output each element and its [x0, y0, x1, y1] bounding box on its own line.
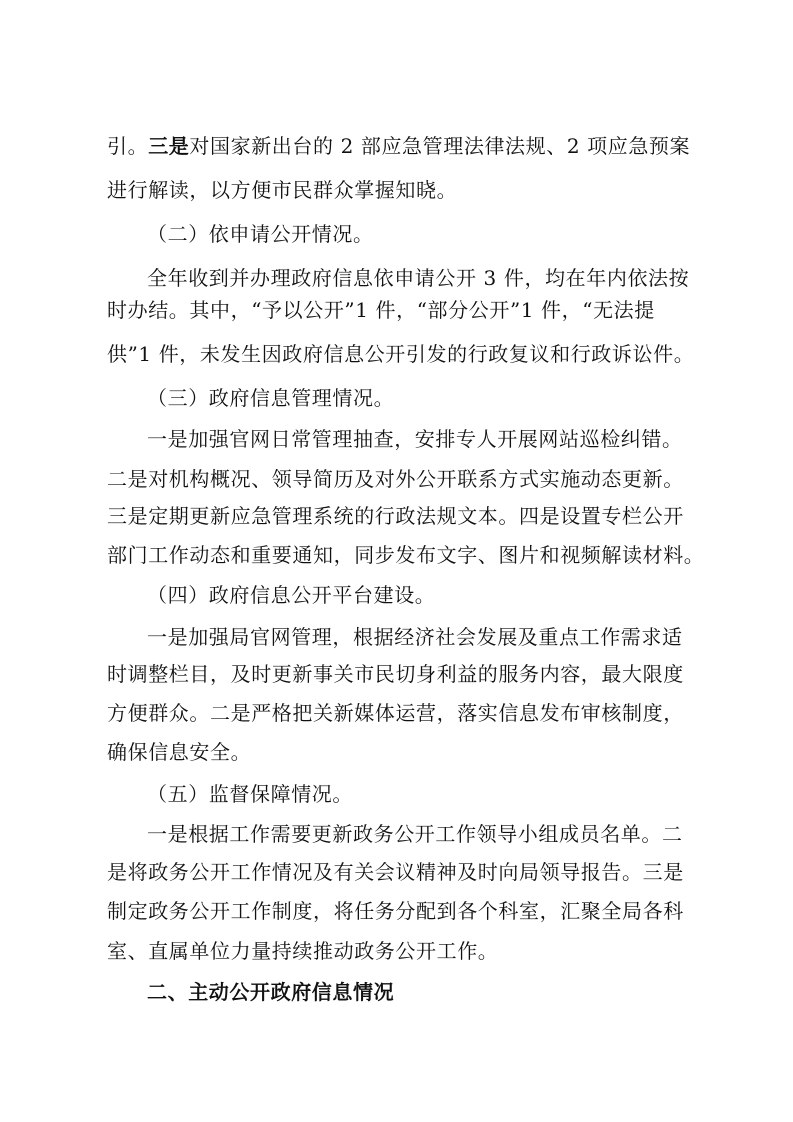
- paragraph-line: 方便群众。二是严格把关新媒体运营，落实信息发布审核制度，: [107, 701, 684, 725]
- paragraph-line: 一是根据工作需要更新政务公开工作领导小组成员名单。二: [147, 822, 683, 846]
- chapter-heading: 二、主动公开政府信息情况: [147, 980, 395, 1004]
- paragraph-line: 进行解读，以方便市民群众掌握知晓。: [107, 178, 458, 202]
- paragraph-line: 二是对机构概况、领导简历及对外公开联系方式实施动态更新。: [107, 467, 684, 491]
- section-heading: （五）监督保障情况。: [147, 782, 353, 806]
- text-fragment: 引。: [107, 134, 149, 158]
- paragraph-line: 确保信息安全。: [107, 740, 252, 764]
- section-heading: （二）依申请公开情况。: [147, 222, 374, 246]
- paragraph-line: 一是加强官网日常管理抽查，安排专人开展网站巡检纠错。: [147, 427, 683, 451]
- paragraph-line: 供”1 件，未发生因政府信息公开引发的行政复议和行政诉讼件。: [107, 342, 695, 366]
- paragraph-line: 室、直属单位力量持续推动政务公开工作。: [107, 939, 499, 963]
- section-heading: （三）政府信息管理情况。: [147, 386, 395, 410]
- paragraph-line: 时调整栏目，及时更新事关市民切身利益的服务内容，最大限度: [107, 662, 684, 686]
- paragraph-line: [107, 132, 707, 160]
- text-fragment: 对国家新出台的 2 部应急管理法律法规、2 项应急预案: [189, 134, 691, 158]
- paragraph-line: 部门工作动态和重要通知，同步发布文字、图片和视频解读材料。: [107, 543, 705, 567]
- paragraph-line: 一是加强局官网管理，根据经济社会发展及重点工作需求适: [147, 625, 683, 649]
- paragraph-line: 全年收到并办理政府信息依申请公开 3 件，均在年内依法按: [147, 266, 690, 290]
- section-heading: （四）政府信息公开平台建设。: [147, 583, 436, 607]
- paragraph-line: 时办结。其中，“予以公开”1 件，“部分公开”1 件，“无法提: [107, 298, 655, 322]
- paragraph-line: 三是定期更新应急管理系统的行政法规文本。四是设置专栏公开: [107, 504, 684, 528]
- emphasis-text: 三是: [148, 134, 190, 158]
- paragraph-line: 制定政务公开工作制度，将任务分配到各个科室，汇聚全局各科: [107, 899, 684, 923]
- paragraph-line: 是将政务公开工作情况及有关会议精神及时向局领导报告。三是: [107, 860, 684, 884]
